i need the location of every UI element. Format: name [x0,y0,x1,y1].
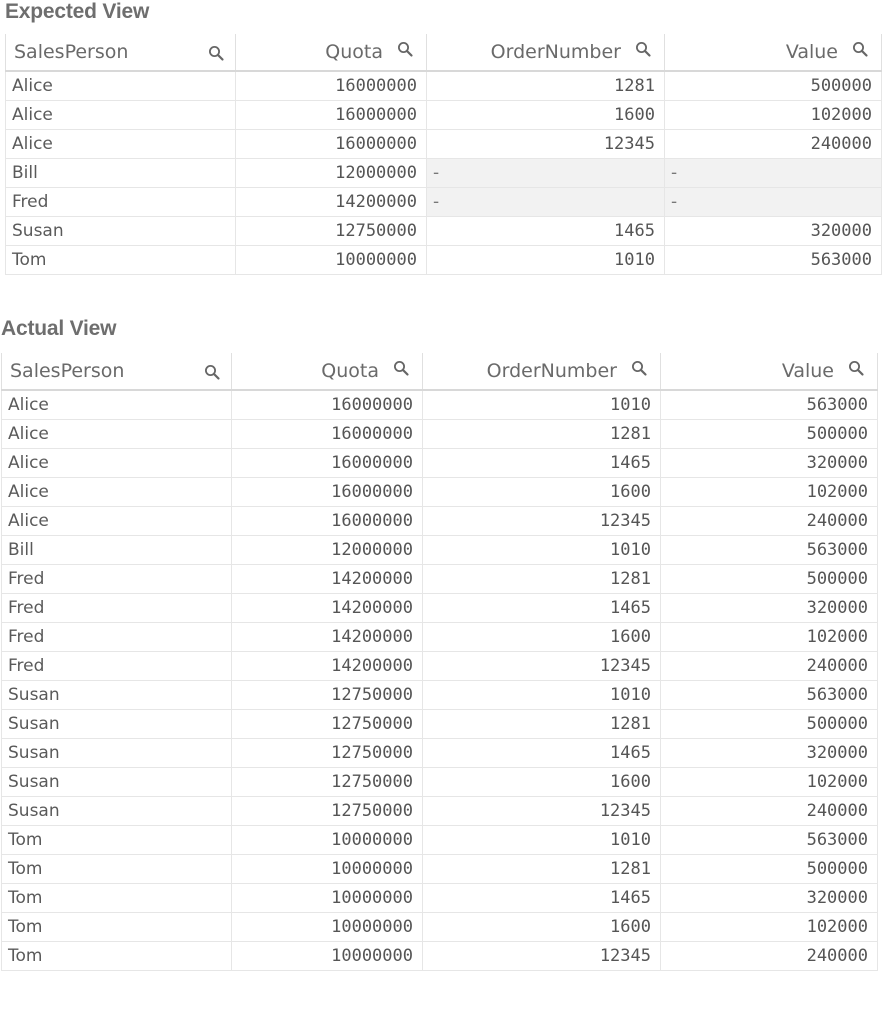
cell-ordernumber[interactable]: 1465 [427,216,665,245]
cell-value[interactable]: 102000 [661,622,878,651]
cell-quota[interactable]: 12000000 [232,535,423,564]
cell-ordernumber[interactable]: 1281 [427,71,665,100]
cell-quota[interactable]: 10000000 [232,941,423,970]
cell-quota[interactable]: 12750000 [232,767,423,796]
cell-value[interactable]: 240000 [661,941,878,970]
table-row [2,912,878,941]
table-row [6,158,882,187]
cell-quota[interactable]: 12750000 [232,738,423,767]
cell-ordernumber[interactable]: 1465 [423,738,661,767]
cell-value[interactable]: 102000 [661,477,878,506]
cell-quota[interactable]: 16000000 [236,100,427,129]
cell-salesperson[interactable]: Fred [6,187,236,216]
cell-value[interactable]: 500000 [661,419,878,448]
cell-quota[interactable]: 10000000 [232,825,423,854]
cell-ordernumber[interactable]: 1281 [423,419,661,448]
search-icon[interactable] [208,45,225,67]
cell-salesperson[interactable]: Tom [2,883,232,912]
table-row [2,854,878,883]
cell-salesperson[interactable]: Alice [2,390,232,419]
cell-quota[interactable]: 12000000 [236,158,427,187]
cell-ordernumber[interactable]: 1010 [423,390,661,419]
cell-value[interactable]: 320000 [661,738,878,767]
cell-quota[interactable]: 16000000 [232,477,423,506]
column-header-label: Quota [325,41,383,64]
cell-quota[interactable]: 10000000 [236,245,427,274]
cell-quota[interactable]: 10000000 [232,912,423,941]
cell-ordernumber[interactable]: 1600 [423,767,661,796]
cell-salesperson[interactable]: Alice [2,506,232,535]
search-icon[interactable] [852,41,869,63]
table-row [2,941,878,970]
table-row [2,477,878,506]
column-header-label: OrderNumber [490,41,621,64]
table-row [2,448,878,477]
table-row [6,245,882,274]
null-cell[interactable]: - [665,187,882,216]
cell-salesperson[interactable]: Bill [2,535,232,564]
table-row [2,564,878,593]
cell-salesperson[interactable]: Alice [2,477,232,506]
cell-salesperson[interactable]: Bill [6,158,236,187]
cell-salesperson[interactable]: Tom [2,912,232,941]
cell-salesperson[interactable]: Alice [2,448,232,477]
cell-value[interactable]: 563000 [661,825,878,854]
cell-salesperson[interactable]: Fred [2,622,232,651]
column-header-label: SalesPerson [10,360,125,383]
cell-value[interactable]: 500000 [665,71,882,100]
cell-ordernumber[interactable]: 1600 [423,622,661,651]
table-row [6,71,882,100]
actual-view-title: Actual View [1,317,117,340]
column-header-label: OrderNumber [486,360,617,383]
cell-quota[interactable]: 14200000 [232,622,423,651]
table-row [2,390,878,419]
column-header-ordernumber[interactable] [427,34,665,71]
column-header-salesperson[interactable] [6,34,236,71]
column-header-label: Quota [321,360,379,383]
table-row [2,419,878,448]
cell-ordernumber[interactable]: 1465 [423,448,661,477]
header-row [2,353,878,390]
cell-salesperson[interactable]: Alice [6,71,236,100]
cell-ordernumber[interactable]: 1281 [423,709,661,738]
cell-salesperson[interactable]: Tom [2,854,232,883]
cell-value[interactable]: 320000 [661,448,878,477]
cell-value[interactable]: 102000 [661,912,878,941]
cell-salesperson[interactable]: Susan [2,738,232,767]
cell-ordernumber[interactable]: 1010 [423,825,661,854]
cell-ordernumber[interactable]: 1281 [423,854,661,883]
actual-table [1,353,878,971]
cell-salesperson[interactable]: Fred [2,651,232,680]
cell-ordernumber[interactable]: 1600 [423,477,661,506]
column-header-value[interactable] [665,34,882,71]
cell-ordernumber[interactable]: 12345 [423,941,661,970]
cell-value[interactable]: 102000 [665,100,882,129]
cell-quota[interactable]: 10000000 [232,854,423,883]
cell-ordernumber[interactable]: 12345 [423,796,661,825]
cell-quota[interactable]: 12750000 [232,680,423,709]
expected-table [5,34,882,275]
cell-quota[interactable]: 12750000 [232,709,423,738]
cell-quota[interactable]: 14200000 [232,564,423,593]
null-cell[interactable]: - [427,187,665,216]
cell-quota[interactable]: 16000000 [232,419,423,448]
cell-value[interactable]: 320000 [661,593,878,622]
search-icon[interactable] [397,41,414,63]
expected-view-title: Expected View [5,0,150,23]
cell-value[interactable]: 563000 [661,535,878,564]
column-header-label: Value [785,41,838,64]
column-header-salesperson[interactable] [2,353,232,390]
cell-ordernumber[interactable]: 1281 [423,564,661,593]
cell-ordernumber[interactable]: 12345 [423,651,661,680]
table-row [2,738,878,767]
cell-quota[interactable]: 14200000 [236,187,427,216]
cell-value[interactable]: 500000 [661,709,878,738]
cell-salesperson[interactable]: Tom [6,245,236,274]
column-header-label: Value [781,360,834,383]
cell-quota[interactable]: 12750000 [232,796,423,825]
cell-value[interactable]: 240000 [661,506,878,535]
cell-salesperson[interactable]: Alice [6,129,236,158]
column-header-quota[interactable] [232,353,423,390]
cell-salesperson[interactable]: Tom [2,825,232,854]
search-icon[interactable] [393,360,410,382]
header-row [6,34,882,71]
cell-quota[interactable]: 16000000 [232,506,423,535]
table-row [2,883,878,912]
cell-ordernumber[interactable]: 1465 [423,593,661,622]
cell-quota[interactable]: 16000000 [236,129,427,158]
null-cell[interactable]: - [665,158,882,187]
table-row [6,216,882,245]
search-icon[interactable] [848,360,865,382]
table-row [2,825,878,854]
table-row [2,680,878,709]
column-header-label: SalesPerson [14,41,129,64]
cell-salesperson[interactable]: Alice [2,419,232,448]
column-header-value[interactable] [661,353,878,390]
cell-value[interactable]: 563000 [665,245,882,274]
cell-quota[interactable]: 10000000 [232,883,423,912]
cell-salesperson[interactable]: Tom [2,941,232,970]
cell-ordernumber[interactable]: 1010 [423,535,661,564]
column-header-ordernumber[interactable] [423,353,661,390]
table-row [6,187,882,216]
column-header-quota[interactable] [236,34,427,71]
cell-ordernumber[interactable]: 1010 [423,680,661,709]
cell-salesperson[interactable]: Fred [2,593,232,622]
cell-quota[interactable]: 14200000 [232,651,423,680]
table-row [2,506,878,535]
table-row [6,129,882,158]
cell-value[interactable]: 240000 [661,651,878,680]
cell-ordernumber[interactable]: 1465 [423,883,661,912]
table-row [2,622,878,651]
cell-value[interactable]: 563000 [661,680,878,709]
cell-ordernumber[interactable]: 1010 [427,245,665,274]
table-row [2,767,878,796]
cell-salesperson[interactable]: Susan [2,709,232,738]
table-row [6,100,882,129]
cell-value[interactable]: 500000 [661,854,878,883]
cell-salesperson[interactable]: Susan [2,680,232,709]
cell-value[interactable]: 240000 [665,129,882,158]
null-cell[interactable]: - [427,158,665,187]
cell-ordernumber[interactable]: 1600 [427,100,665,129]
search-icon[interactable] [635,41,652,63]
cell-salesperson[interactable]: Fred [2,564,232,593]
cell-ordernumber[interactable]: 12345 [423,506,661,535]
table-row [2,796,878,825]
cell-salesperson[interactable]: Susan [2,796,232,825]
table-row [2,535,878,564]
table-row [2,593,878,622]
cell-ordernumber[interactable]: 12345 [427,129,665,158]
cell-value[interactable]: 320000 [665,216,882,245]
cell-salesperson[interactable]: Susan [6,216,236,245]
table-row [2,709,878,738]
cell-quota[interactable]: 16000000 [232,390,423,419]
search-icon[interactable] [631,360,648,382]
cell-quota[interactable]: 12750000 [236,216,427,245]
cell-value[interactable]: 102000 [661,767,878,796]
table-row [2,651,878,680]
cell-value[interactable]: 500000 [661,564,878,593]
search-icon[interactable] [204,364,221,386]
cell-quota[interactable]: 14200000 [232,593,423,622]
cell-value[interactable]: 240000 [661,796,878,825]
cell-quota[interactable]: 16000000 [236,71,427,100]
cell-quota[interactable]: 16000000 [232,448,423,477]
cell-salesperson[interactable]: Susan [2,767,232,796]
cell-value[interactable]: 320000 [661,883,878,912]
cell-salesperson[interactable]: Alice [6,100,236,129]
cell-value[interactable]: 563000 [661,390,878,419]
cell-ordernumber[interactable]: 1600 [423,912,661,941]
